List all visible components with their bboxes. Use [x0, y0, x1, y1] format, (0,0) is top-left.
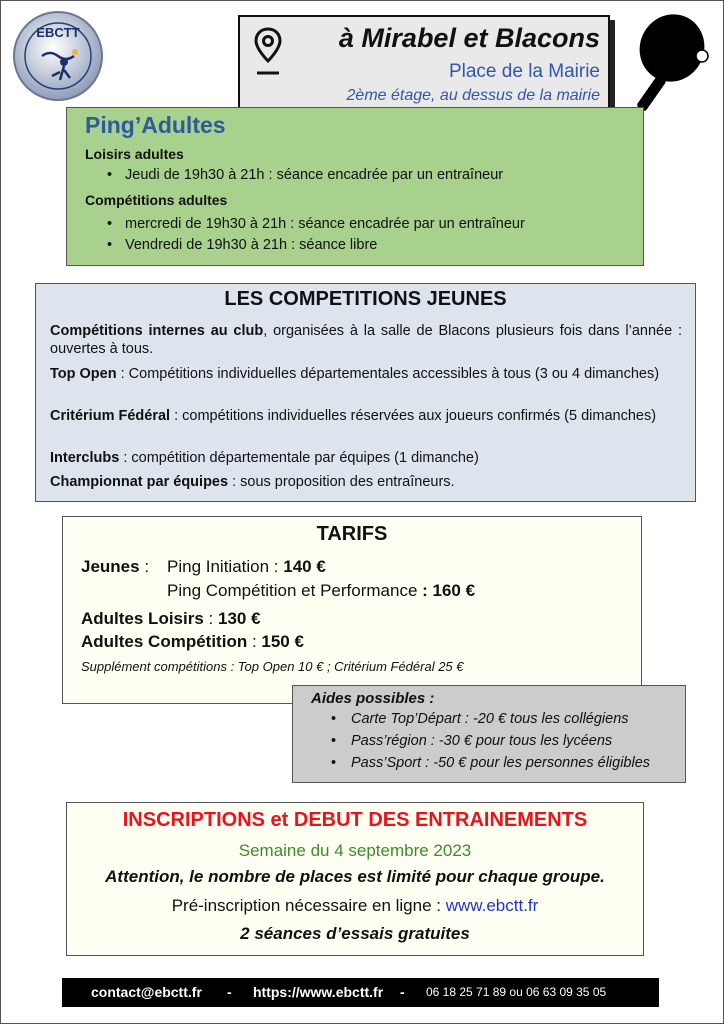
list-item: • Jeudi de 19h30 à 21h : séance encadrée par un entraîneur — [125, 167, 503, 183]
website-link[interactable]: www.ebctt.fr — [445, 896, 539, 915]
contact-phones: 06 18 25 71 89 ou 06 63 09 35 05 — [426, 985, 607, 999]
competitions-jeunes-section — [35, 283, 696, 502]
tarif-competition: Ping Compétition et Performance : 160 € — [167, 581, 476, 600]
location-pin-icon — [254, 27, 282, 79]
loisirs-heading: Loisirs adultes — [85, 146, 184, 162]
list-item: • Pass’Sport : -50 € pour les personnes éligibles — [351, 755, 650, 771]
svg-text:EBCTT: EBCTT — [36, 25, 80, 40]
inscriptions-section — [66, 802, 644, 956]
ping-pong-paddle-icon — [622, 10, 712, 120]
list-item: Critérium Fédéral : compétitions individuelles réservées aux joueurs confirmés (5 dimanches) — [50, 408, 657, 424]
location-floor: 2ème étage, au dessus de la mairie — [346, 87, 600, 104]
aides-section — [292, 685, 686, 783]
aides-title: Aides possibles : — [311, 690, 435, 707]
footer-website[interactable]: https://www.ebctt.fr — [253, 984, 384, 1000]
tarif-jeunes-label: Jeunes : — [81, 557, 150, 576]
competitions-heading: Compétitions adultes — [85, 192, 228, 208]
inscriptions-title: INSCRIPTIONS et DEBUT DES ENTRAINEMENTS — [122, 809, 588, 831]
list-item: Interclubs : compétition départementale par équipes (1 dimanche) — [50, 450, 479, 466]
ping-adultes-section — [66, 107, 644, 266]
tarifs-title: TARIFS — [316, 523, 388, 545]
footer-separator: - — [227, 984, 232, 1000]
competitions-jeunes-title: LES COMPETITIONS JEUNES — [224, 288, 507, 310]
tarif-supplement: Supplément compétitions : Top Open 10 € ; Critérium Fédéral 25 € — [81, 659, 464, 674]
free-sessions: 2 séances d’essais gratuites — [240, 924, 470, 943]
list-item: Top Open : Compétitions individuelles départementales accessibles à tous (3 ou 4 dimanches) — [50, 366, 660, 382]
club-logo — [12, 10, 104, 102]
location-title: à Mirabel et Blacons — [338, 23, 600, 53]
tarif-adultes-competition: Adultes Compétition : 150 € — [81, 632, 304, 651]
preinscription-line: Pré-inscription nécessaire en ligne : www.ebctt.fr — [171, 896, 539, 915]
footer-separator: - — [400, 984, 405, 1000]
list-item: Compétitions internes au club, organisées à la salle de Blacons plusieurs fois dans l’année : ouvertes à tous. — [50, 323, 682, 357]
location-header — [238, 15, 610, 109]
contact-footer — [62, 978, 659, 1007]
tarif-adultes-loisirs: Adultes Loisirs : 130 € — [81, 609, 261, 628]
inscriptions-date: Semaine du 4 septembre 2023 — [238, 841, 472, 860]
contact-email[interactable]: contact@ebctt.fr — [91, 984, 202, 1000]
location-place: Place de la Mairie — [448, 61, 600, 82]
tarif-initiation: Ping Initiation : 140 € — [167, 557, 326, 576]
ping-adultes-title: Ping’Adultes — [85, 112, 226, 138]
tarifs-section — [62, 516, 642, 704]
list-item: Championnat par équipes : sous proposition des entraîneurs. — [50, 474, 455, 490]
list-item: • Pass’région : -30 € pour tous les lycéens — [351, 733, 612, 749]
inscriptions-warning: Attention, le nombre de places est limité pour chaque groupe. — [105, 867, 605, 886]
list-item: • Carte Top’Départ : -20 € tous les collégiens — [351, 711, 629, 727]
list-item: • mercredi de 19h30 à 21h : séance encadrée par un entraîneur — [125, 216, 525, 232]
list-item: • Vendredi de 19h30 à 21h : séance libre — [125, 237, 377, 253]
